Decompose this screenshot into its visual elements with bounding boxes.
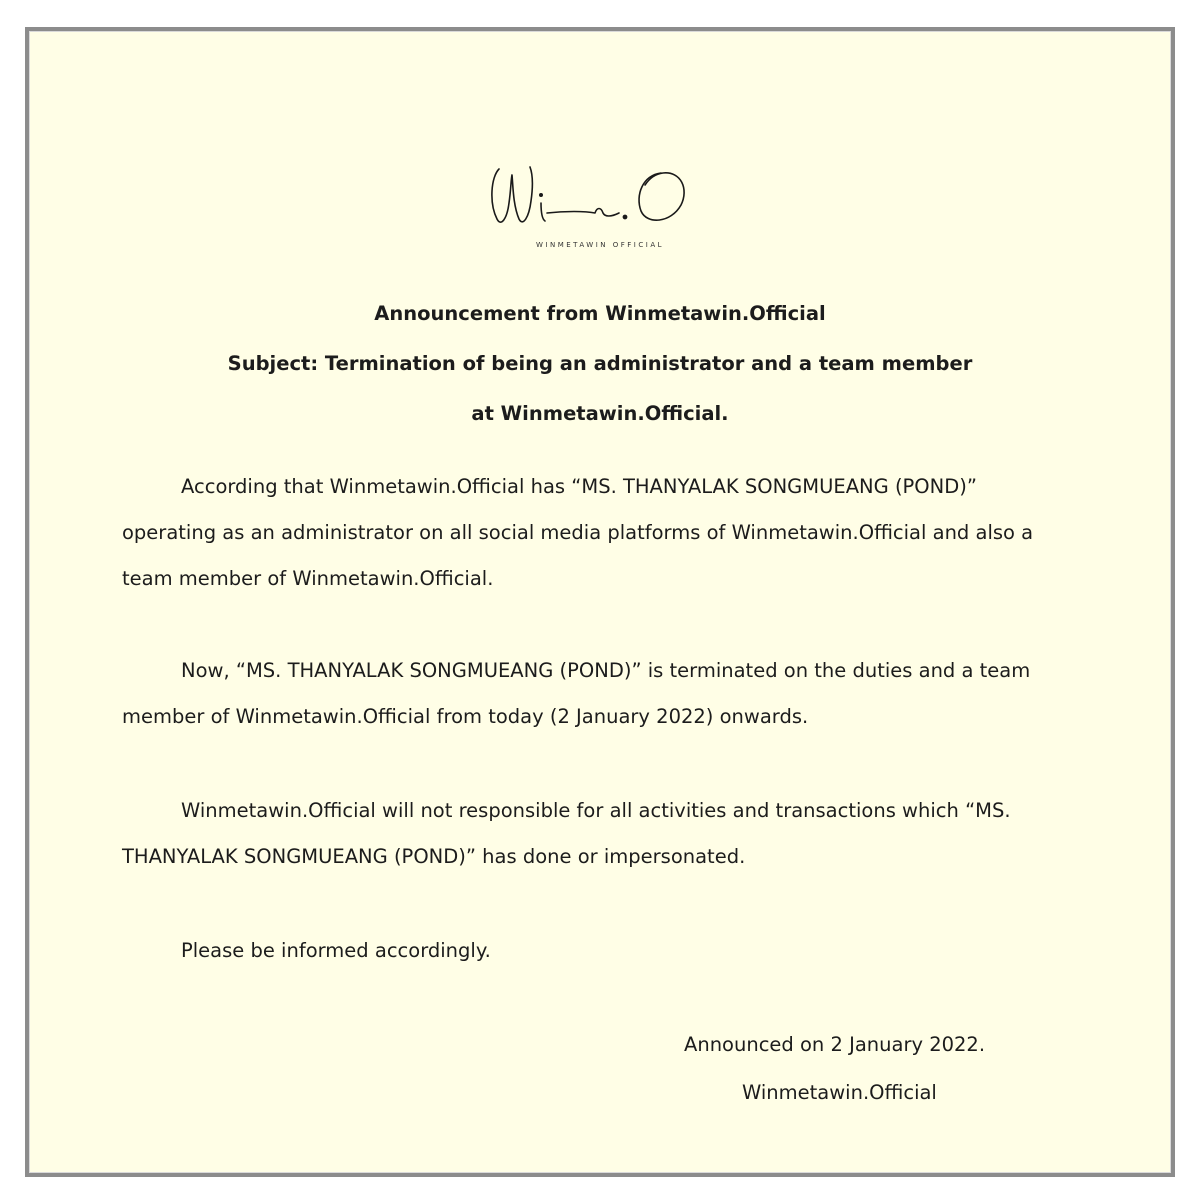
logo-caption: WINMETAWIN OFFICIAL <box>535 241 665 249</box>
paragraph-termination <box>122 648 1090 740</box>
paragraph-line: Please be informed accordingly. <box>181 939 491 962</box>
signatory: Winmetawin.Official <box>742 1081 937 1104</box>
paragraph-responsibility <box>122 788 1090 880</box>
paragraph-line: team member of Winmetawin.Official. <box>122 567 494 590</box>
announcement-heading <box>29 289 1171 439</box>
paragraph-line: Winmetawin.Official will not responsible for all activities and transactions which “MS. <box>181 799 1011 822</box>
paragraph-line: member of Winmetawin.Official from today (2 January 2022) onwards. <box>122 705 809 728</box>
paragraph-line: Now, “MS. THANYALAK SONGMUEANG (POND)” is terminated on the duties and a team <box>181 659 1031 682</box>
heading-subject: Subject: Termination of being an administrator and a team member <box>227 352 973 375</box>
paragraph-line: THANYALAK SONGMUEANG (POND)” has done or impersonated. <box>122 845 746 868</box>
paragraph-line: operating as an administrator on all social media platforms of Winmetawin.Official and also a <box>122 521 1034 544</box>
paragraph-administrator-role <box>122 464 1090 602</box>
heading-title: Announcement from Winmetawin.Official <box>374 302 826 325</box>
heading-subject-continued: at Winmetawin.Official. <box>471 402 729 425</box>
announced-date: Announced on 2 January 2022. <box>684 1033 986 1056</box>
win-o-signature-logo <box>485 159 715 239</box>
document-frame <box>25 27 1175 1177</box>
signature-block <box>549 1021 1069 1117</box>
paragraph-closing <box>122 928 1090 974</box>
logo <box>29 159 1171 249</box>
paragraph-line: According that Winmetawin.Official has “MS. THANYALAK SONGMUEANG (POND)” <box>181 475 977 498</box>
